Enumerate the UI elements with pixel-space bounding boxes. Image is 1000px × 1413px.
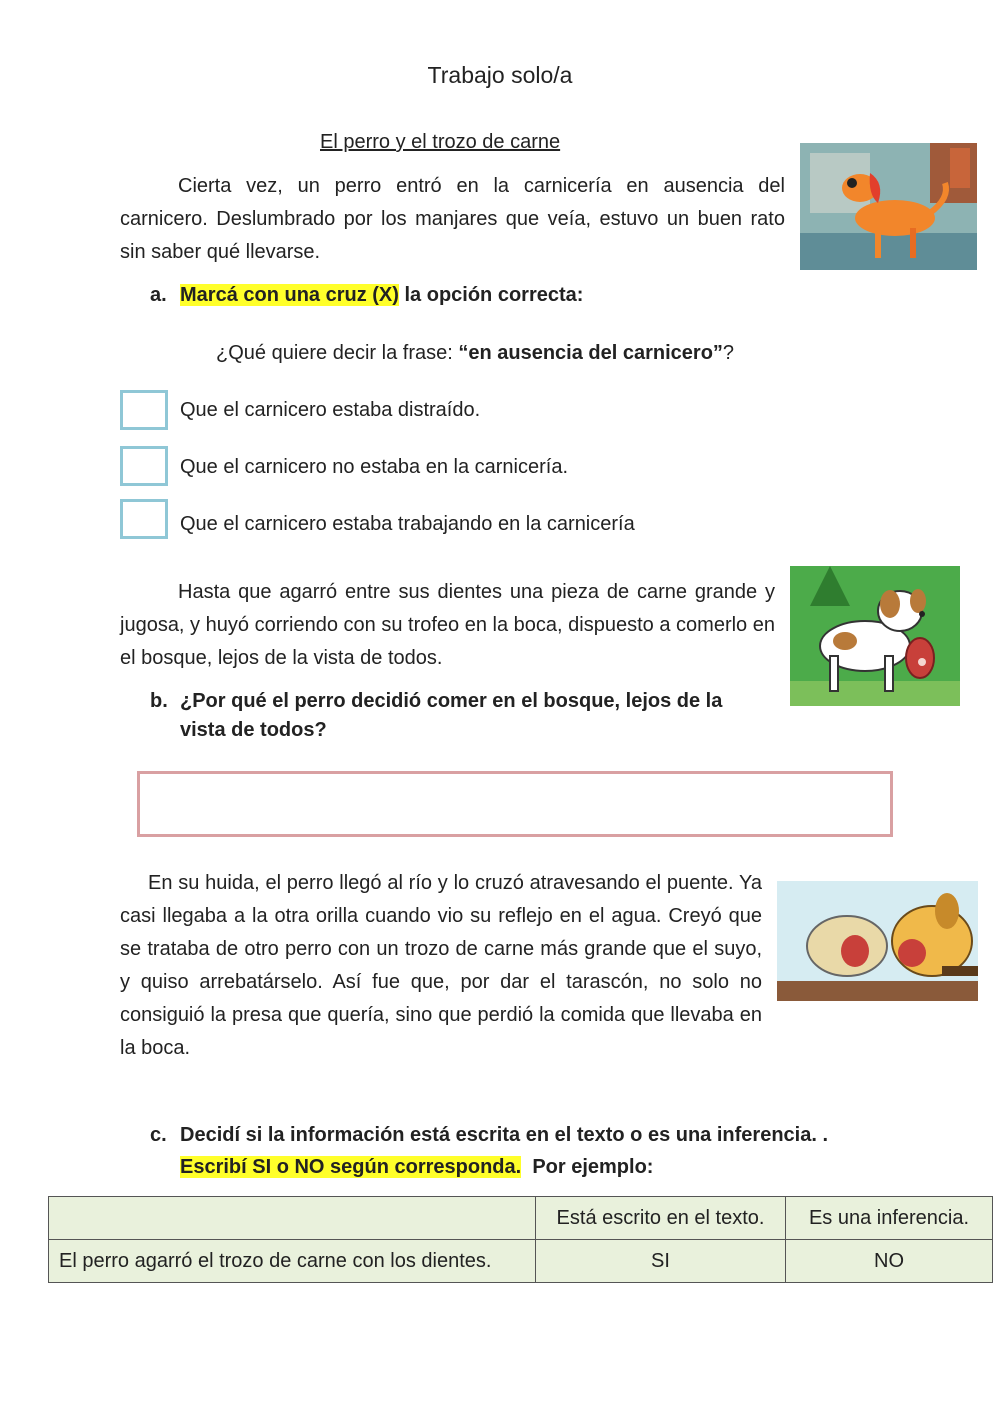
- question-c-number: c.: [150, 1124, 167, 1146]
- question-c-highlight: Escribí SI o NO según corresponda.: [180, 1156, 522, 1178]
- prompt-start: ¿Qué quiere decir la frase:: [216, 342, 459, 364]
- paragraph-3: En su huida, el perro llegó al río y lo cruzó atravesando el puente. Ya casi llegaba a la otra orilla cuando vio su reflejo en el agua. Creyó que se trataba de otro perro con un trozo de carne más grande que el suyo, y quiso arrebatárselo. Así fue que, por dar el tarascón, no solo no consiguió la presa que quería, sino que perdió la comida que llevaba en la boca.: [120, 872, 762, 1059]
- answer-box[interactable]: [137, 771, 893, 837]
- table-row-inference-answer[interactable]: NO: [786, 1240, 993, 1283]
- prompt-end: ?: [722, 342, 735, 364]
- option-3-label: Que el carnicero estaba trabajando en la carnicería: [180, 513, 635, 535]
- question-a-highlight: Marcá con una cruz (X): [180, 284, 399, 306]
- table-row: [49, 1240, 993, 1283]
- story-title: El perro y el trozo de carne: [320, 131, 561, 153]
- answer-table: [48, 1196, 993, 1283]
- question-a-text: [180, 284, 583, 307]
- option-2-checkbox[interactable]: [120, 446, 168, 486]
- table-header-inference: Es una inferencia.: [786, 1197, 993, 1240]
- question-b-line2: vista de todos?: [180, 719, 327, 741]
- question-a-prompt: [216, 342, 734, 365]
- table-row-statement: El perro agarró el trozo de carne con los dientes.: [49, 1240, 536, 1283]
- paragraph-1: Cierta vez, un perro entró en la carnicería en ausencia del carnicero. Deslumbrado por los manjares que veía, estuvo un buen rato sin saber qué llevarse.: [120, 175, 785, 263]
- table-row-written-answer[interactable]: SI: [536, 1240, 786, 1283]
- option-1-label: Que el carnicero estaba distraído.: [180, 399, 481, 421]
- page-title: Trabajo solo/a: [427, 62, 573, 88]
- paragraph-2: Hasta que agarró entre sus dientes una pieza de carne grande y jugosa, y huyó corriendo con su trofeo en la boca, dispuesto a comerlo en el bosque, lejos de la vista de todos.: [120, 581, 775, 669]
- option-3-checkbox[interactable]: [120, 499, 168, 539]
- table-header-written: Está escrito en el texto.: [536, 1197, 786, 1240]
- table-header-row: [49, 1197, 993, 1240]
- option-2-label: Que el carnicero no estaba en la carnicería.: [180, 456, 568, 478]
- option-1-checkbox[interactable]: [120, 390, 168, 430]
- question-c-rest: Por ejemplo:: [521, 1156, 654, 1178]
- prompt-phrase: “en ausencia del carnicero”: [458, 342, 723, 364]
- dog-with-meat-image: [790, 566, 960, 706]
- table-header-empty: [49, 1197, 536, 1240]
- question-c-line1: Decidí si la información está escrita en el texto o es una inferencia. .: [180, 1124, 829, 1146]
- question-a-rest: la opción correcta:: [398, 284, 584, 306]
- question-b-line1: ¿Por qué el perro decidió comer en el bosque, lejos de la: [180, 690, 723, 712]
- dog-reflection-image: [777, 881, 978, 1001]
- question-c-line2: [180, 1156, 653, 1179]
- question-b-number: b.: [150, 690, 168, 712]
- butcher-dog-image: [800, 143, 977, 270]
- question-a-number: a.: [150, 284, 167, 306]
